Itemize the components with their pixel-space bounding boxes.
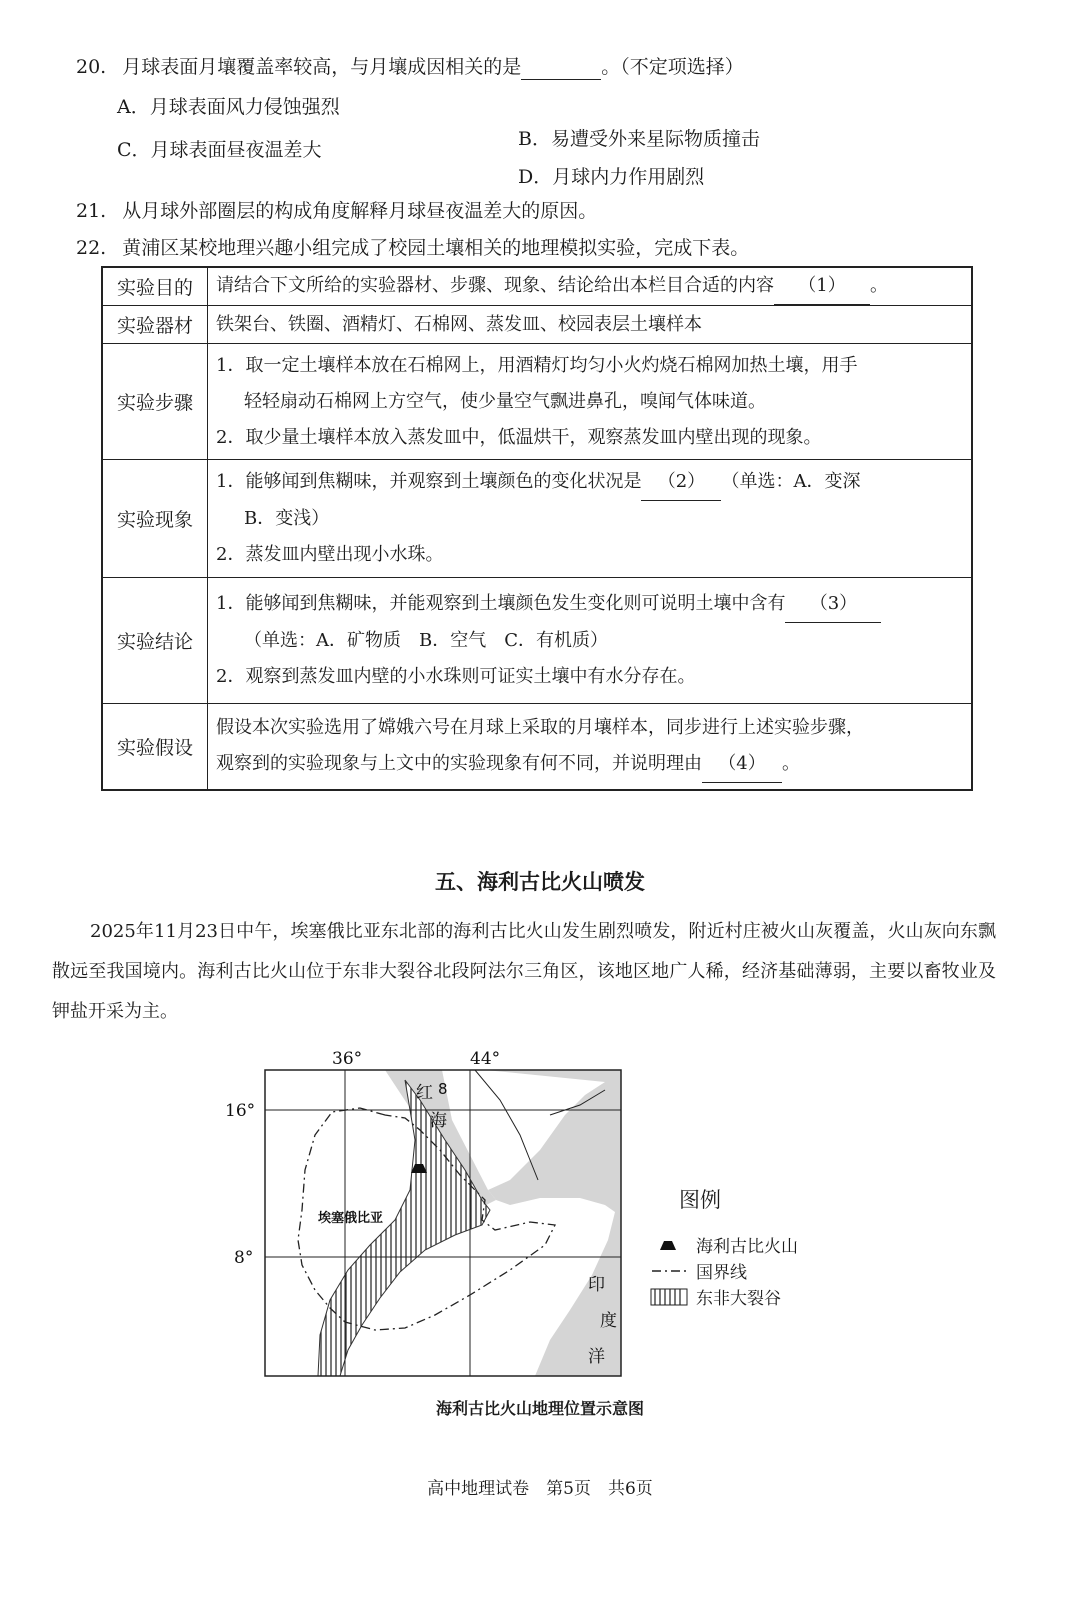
cell-conclusion: [208, 578, 973, 704]
legend-rift-label: 东非大裂谷: [696, 1289, 781, 1309]
option-a: A．月球表面风力侵蚀强烈: [117, 96, 340, 118]
purpose-end: 。: [870, 275, 888, 296]
phenomenon-1-choice: （单选：A．变深: [721, 471, 861, 492]
red-sea-label-1: 红: [416, 1083, 433, 1103]
equipment-text: 铁架台、铁圈、酒精灯、石棉网、蒸发皿、校园表层土壤样本: [216, 313, 702, 335]
row-purpose: [102, 267, 972, 306]
legend-volcano-label: 海利古比火山: [696, 1237, 798, 1257]
legend-border: [650, 1258, 747, 1283]
label-hypothesis: 实验假设: [102, 704, 208, 790]
question-suffix: 。（不定项选择）: [601, 56, 744, 78]
option-d: D．月球内力作用剧烈: [518, 166, 705, 188]
border-line-icon: [650, 1262, 688, 1280]
question-20: [76, 55, 744, 80]
map-caption: 海利古比火山地理位置示意图: [435, 1399, 644, 1418]
conclusion-1-line-2: （单选：A．矿物质 B．空气 C．有机质）: [244, 630, 608, 651]
section-title: 五、海利古比火山喷发: [435, 870, 645, 894]
page-footer: 高中地理试卷 第5页 共6页: [427, 1479, 653, 1499]
label-purpose: 实验目的: [102, 267, 208, 306]
section-paragraph: 2025年11月23日中午，埃塞俄比亚东北部的海利古比火山发生剧烈喷发，附近村庄被火山灰覆盖，火山灰向东飘散远至我国境内。海利古比火山位于东非大裂谷北段阿法尔三角区，该地区地广人稀，经济基础薄弱，主要以畜牧业及钾盐开采为主。: [52, 921, 996, 1022]
lat-label-16: 16°: [225, 1101, 256, 1121]
purpose-text: 请结合下文所给的实验器材、步骤、现象、结论给出本栏目合适的内容: [216, 275, 774, 296]
hypothesis-line-1: 假设本次实验选用了嫦娥六号在月球上采取的月壤样本，同步进行上述实验步骤，: [216, 716, 864, 738]
row-steps: [102, 344, 972, 460]
legend-rift: [650, 1284, 781, 1309]
label-equipment: 实验器材: [102, 306, 208, 344]
question-21: [76, 199, 597, 223]
hypothesis-line-2: 观察到的实验现象与上文中的实验现象有何不同，并说明理由: [216, 752, 702, 774]
phenomenon-2: 2．蒸发皿内壁出现小水珠。: [216, 544, 444, 565]
legend-title: 图例: [679, 1188, 721, 1212]
step-1-line-2: 轻轻扇动石棉网上方空气，使少量空气飘进鼻孔，嗅闻气体味道。: [244, 390, 766, 412]
question-text: 黄浦区某校地理兴趣小组完成了校园土壤相关的地理模拟实验，完成下表。: [122, 237, 750, 259]
cell-hypothesis: [208, 704, 973, 790]
answer-blank[interactable]: [521, 55, 601, 80]
cell-equipment: [208, 306, 973, 344]
experiment-table: [101, 266, 973, 791]
row-phenomena: [102, 460, 972, 578]
blank-2[interactable]: （2）: [641, 464, 721, 501]
lon-label-44: 44°: [470, 1049, 501, 1069]
question-22: [76, 236, 749, 260]
legend-border-label: 国界线: [696, 1263, 747, 1283]
conclusion-1-text: 1．能够闻到焦糊味，并能观察到土壤颜色发生变化则可说明土壤中含有: [216, 593, 786, 614]
phenomenon-1-line-2: B．变浅）: [244, 508, 330, 529]
row-conclusion: [102, 578, 972, 704]
label-conclusion: 实验结论: [102, 578, 208, 704]
step-1-line-1: 1．取一定土壤样本放在石棉网上，用酒精灯均匀小火灼烧石棉网加热土壤，用手: [216, 354, 858, 376]
hypothesis-end: 。: [782, 752, 800, 774]
legend-volcano: [650, 1232, 798, 1257]
country-label: 埃塞俄比亚: [318, 1211, 384, 1226]
blank-1[interactable]: （1）: [774, 268, 870, 305]
question-number: 22.: [76, 237, 107, 259]
red-sea-label-2: 海: [430, 1111, 447, 1131]
option-c: C．月球表面昼夜温差大: [117, 139, 322, 161]
cell-steps: [208, 344, 973, 460]
ocean-label-3: 洋: [588, 1347, 605, 1367]
option-b: B．易遭受外来星际物质撞击: [518, 128, 760, 150]
lat-label-8: 8°: [234, 1248, 254, 1268]
ocean-label-2: 度: [600, 1311, 617, 1331]
volcano-icon: [650, 1236, 688, 1254]
lon-label-36: 36°: [332, 1049, 363, 1069]
step-2: 2．取少量土壤样本放入蒸发皿中，低温烘干，观察蒸发皿内壁出现的现象。: [216, 426, 822, 448]
question-text: 从月球外部圈层的构成角度解释月球昼夜温差大的原因。: [122, 200, 598, 222]
location-map: [220, 1040, 640, 1390]
rift-pattern-icon: [650, 1288, 688, 1306]
phenomenon-1-text: 1．能够闻到焦糊味，并观察到土壤颜色的变化状况是: [216, 471, 642, 492]
label-steps: 实验步骤: [102, 344, 208, 460]
question-number: 21.: [76, 200, 107, 222]
label-phenomena: 实验现象: [102, 460, 208, 578]
blank-3[interactable]: （3）: [785, 586, 881, 623]
cell-phenomena: [208, 460, 973, 578]
blank-4[interactable]: （4）: [702, 746, 782, 783]
ocean-label-1: 印: [588, 1275, 605, 1295]
row-equipment: [102, 306, 972, 344]
cell-purpose: [208, 267, 973, 306]
row-hypothesis: [102, 704, 972, 790]
question-stem: 月球表面月壤覆盖率较高，与月壤成因相关的是: [122, 56, 522, 78]
conclusion-2: 2．观察到蒸发皿内壁的小水珠则可证实土壤中有水分存在。: [216, 666, 696, 687]
question-number: 20.: [76, 56, 107, 78]
red-sea-number: 8: [438, 1080, 448, 1098]
